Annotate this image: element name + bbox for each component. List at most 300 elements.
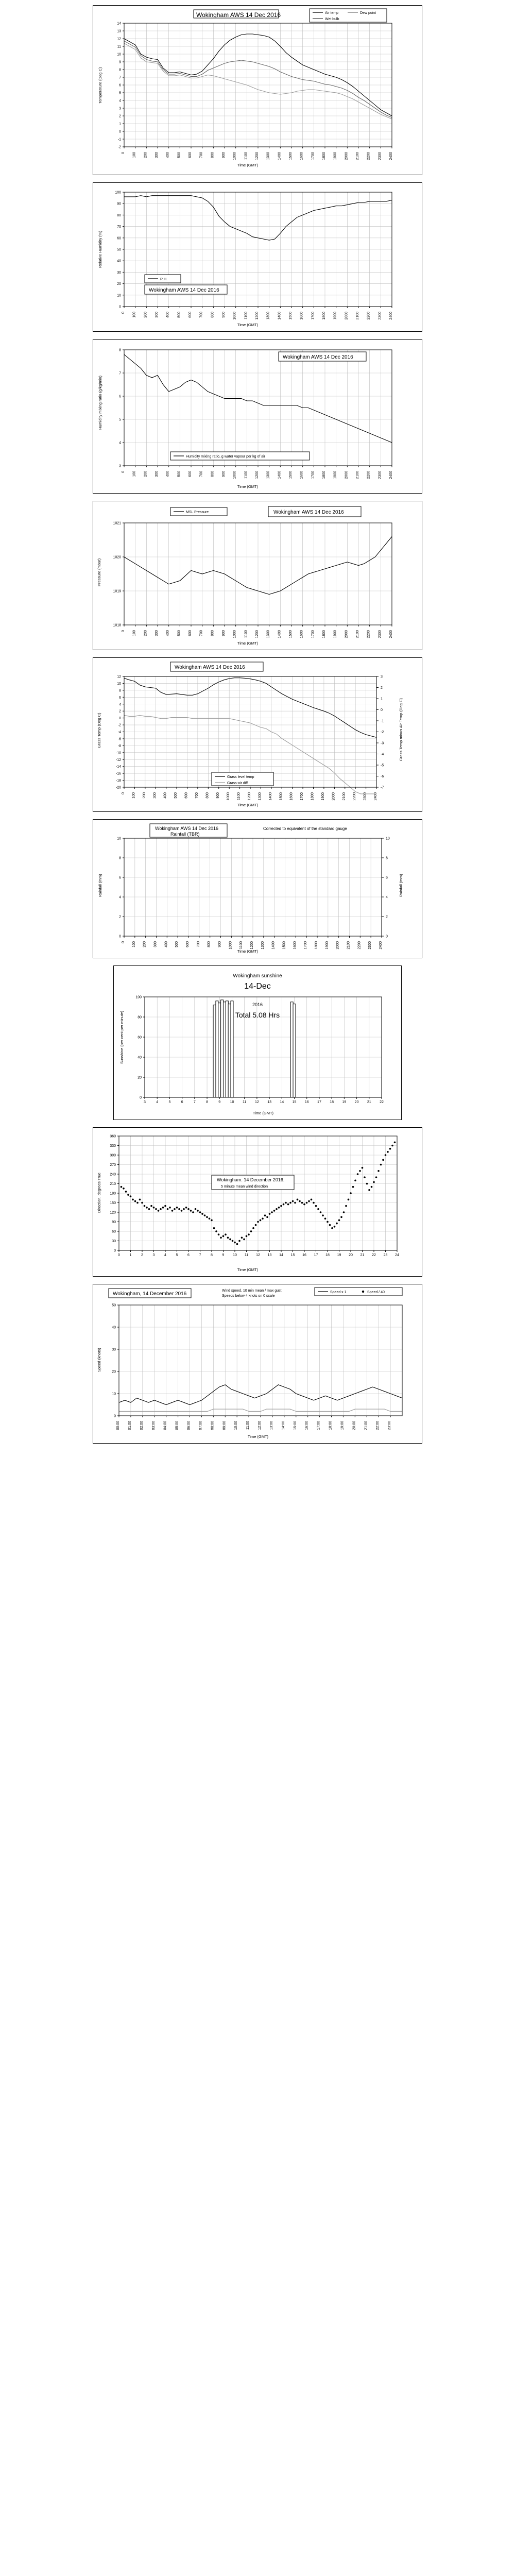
svg-text:800: 800 xyxy=(211,471,215,477)
chart-title-grass: Wokingham AWS 14 Dec 2016 xyxy=(175,665,245,670)
pressure-chart xyxy=(93,501,422,650)
svg-text:1019: 1019 xyxy=(113,589,121,594)
x-axis-label: Time (GMT) xyxy=(237,1267,259,1272)
y-axis-label-right: Rainfall (mm) xyxy=(399,874,403,897)
svg-text:2100: 2100 xyxy=(356,471,359,479)
svg-text:70: 70 xyxy=(117,225,121,229)
chart-panel-wind-speed xyxy=(93,1284,422,1444)
x-axis-label: Time (GMT) xyxy=(237,949,259,954)
svg-text:6: 6 xyxy=(119,395,121,399)
svg-text:20: 20 xyxy=(138,1076,142,1080)
svg-text:1: 1 xyxy=(119,122,121,126)
svg-text:-18: -18 xyxy=(115,779,121,783)
svg-text:100: 100 xyxy=(132,792,136,799)
svg-text:7: 7 xyxy=(119,76,121,80)
svg-text:6: 6 xyxy=(119,83,121,88)
temperature-chart xyxy=(93,6,422,175)
svg-text:12: 12 xyxy=(117,675,121,679)
svg-text:1300: 1300 xyxy=(266,312,270,320)
svg-text:1600: 1600 xyxy=(300,630,304,638)
svg-text:400: 400 xyxy=(166,471,170,477)
svg-text:14: 14 xyxy=(280,1100,284,1104)
svg-text:400: 400 xyxy=(163,792,167,799)
svg-text:1700: 1700 xyxy=(300,792,304,801)
svg-text:1800: 1800 xyxy=(315,941,318,950)
svg-text:12:00: 12:00 xyxy=(258,1421,262,1430)
svg-text:2200: 2200 xyxy=(357,941,362,950)
svg-text:600: 600 xyxy=(188,471,192,477)
svg-text:30: 30 xyxy=(112,1240,116,1243)
svg-text:-2: -2 xyxy=(117,723,121,727)
chart-title-rainfall: Wokingham AWS 14 Dec 2016 xyxy=(155,826,219,831)
svg-text:1400: 1400 xyxy=(278,152,282,160)
svg-text:1600: 1600 xyxy=(300,152,304,160)
y-axis-label: Temperature (Deg C) xyxy=(98,67,102,104)
x-axis-label: Time (GMT) xyxy=(247,1434,269,1439)
svg-text:-2: -2 xyxy=(381,731,384,734)
svg-text:22:00: 22:00 xyxy=(376,1421,380,1430)
svg-text:0: 0 xyxy=(386,935,388,939)
svg-text:Grass level temp: Grass level temp xyxy=(227,775,254,779)
svg-text:0: 0 xyxy=(119,130,121,134)
svg-text:1200: 1200 xyxy=(255,152,259,160)
svg-text:100: 100 xyxy=(132,630,136,636)
svg-text:8: 8 xyxy=(119,689,121,693)
rainfall-chart xyxy=(93,820,422,958)
svg-text:1500: 1500 xyxy=(282,941,286,950)
svg-text:100: 100 xyxy=(132,312,136,318)
svg-text:0: 0 xyxy=(114,1414,116,1418)
svg-text:1300: 1300 xyxy=(266,152,270,160)
svg-text:1700: 1700 xyxy=(311,630,315,638)
chart-subtitle-rainfall: Rainfall (TBR) xyxy=(170,832,200,837)
svg-text:0: 0 xyxy=(119,305,121,309)
svg-text:4: 4 xyxy=(156,1100,159,1104)
svg-text:1: 1 xyxy=(381,697,383,701)
svg-text:10: 10 xyxy=(117,294,121,298)
svg-text:200: 200 xyxy=(144,471,148,477)
svg-text:2: 2 xyxy=(381,686,383,690)
svg-text:9: 9 xyxy=(119,60,121,64)
svg-text:10: 10 xyxy=(386,837,390,841)
chart-title-sunshine: Wokingham sunshine xyxy=(233,973,282,979)
svg-text:-14: -14 xyxy=(115,765,121,769)
svg-text:1700: 1700 xyxy=(311,312,315,320)
svg-text:10: 10 xyxy=(233,1253,237,1257)
svg-text:500: 500 xyxy=(177,471,181,477)
sunshine-total: Total 5.08 Hrs xyxy=(235,1011,280,1019)
svg-text:60: 60 xyxy=(138,1036,142,1040)
svg-text:1100: 1100 xyxy=(237,792,241,801)
svg-text:2: 2 xyxy=(119,709,121,714)
svg-text:0: 0 xyxy=(122,152,125,154)
svg-text:0: 0 xyxy=(122,941,125,943)
svg-text:4: 4 xyxy=(119,703,121,707)
x-axis-label: Time (GMT) xyxy=(237,803,259,807)
svg-text:5: 5 xyxy=(119,418,121,422)
svg-text:2400: 2400 xyxy=(389,471,393,479)
svg-text:270: 270 xyxy=(110,1163,116,1167)
svg-text:1300: 1300 xyxy=(258,792,262,801)
svg-text:1500: 1500 xyxy=(289,312,293,320)
svg-text:1200: 1200 xyxy=(248,792,251,801)
chart-title-wind-direction: Wokingham. 14 December 2016. xyxy=(217,1177,285,1182)
svg-text:500: 500 xyxy=(177,152,181,158)
svg-text:180: 180 xyxy=(110,1192,116,1196)
svg-text:1600: 1600 xyxy=(293,941,297,950)
svg-text:3: 3 xyxy=(144,1100,146,1104)
svg-text:210: 210 xyxy=(110,1182,116,1186)
svg-text:6: 6 xyxy=(119,696,121,700)
svg-text:700: 700 xyxy=(199,630,203,636)
svg-text:4: 4 xyxy=(164,1253,166,1257)
chart-panel-wind-direction xyxy=(93,1127,422,1277)
chart-panel-temperature xyxy=(93,5,422,175)
svg-text:Speed / 40: Speed / 40 xyxy=(367,1291,385,1294)
svg-text:50: 50 xyxy=(117,248,121,252)
svg-text:-4: -4 xyxy=(117,731,121,734)
svg-text:360: 360 xyxy=(110,1134,116,1139)
svg-text:00:00: 00:00 xyxy=(116,1421,120,1430)
chart-subtitle-wind-direction: 5 minute mean wind direction xyxy=(221,1185,268,1189)
svg-text:90: 90 xyxy=(112,1221,116,1224)
svg-text:2000: 2000 xyxy=(336,941,340,950)
svg-text:1100: 1100 xyxy=(239,941,244,950)
svg-text:02:00: 02:00 xyxy=(140,1421,144,1430)
svg-text:1700: 1700 xyxy=(304,941,308,950)
svg-text:23: 23 xyxy=(383,1253,388,1257)
svg-text:23:00: 23:00 xyxy=(388,1421,392,1430)
svg-text:800: 800 xyxy=(211,312,215,318)
svg-text:90: 90 xyxy=(117,202,121,206)
svg-text:2000: 2000 xyxy=(345,152,349,160)
page-title: Wokingham AWS 14 Dec 2016 xyxy=(196,11,281,19)
svg-text:900: 900 xyxy=(222,630,226,636)
svg-text:5: 5 xyxy=(176,1253,178,1257)
legend-grass xyxy=(212,772,273,786)
svg-text:2100: 2100 xyxy=(356,630,359,638)
svg-text:1800: 1800 xyxy=(322,312,326,320)
svg-text:500: 500 xyxy=(175,941,179,947)
svg-text:1400: 1400 xyxy=(278,471,282,479)
svg-text:1000: 1000 xyxy=(233,630,237,638)
svg-text:2300: 2300 xyxy=(378,630,382,638)
svg-text:3: 3 xyxy=(119,107,121,111)
svg-text:3: 3 xyxy=(381,675,383,679)
sunshine-chart xyxy=(114,966,401,1120)
svg-text:01:00: 01:00 xyxy=(128,1421,132,1430)
legend-rh xyxy=(145,275,181,283)
svg-text:800: 800 xyxy=(211,630,215,636)
svg-text:1900: 1900 xyxy=(333,630,337,638)
svg-text:19:00: 19:00 xyxy=(340,1421,345,1430)
svg-text:500: 500 xyxy=(174,792,178,799)
x-axis-label: Time (GMT) xyxy=(237,641,259,646)
svg-text:0: 0 xyxy=(122,312,125,314)
svg-text:-1: -1 xyxy=(381,719,384,723)
svg-text:17:00: 17:00 xyxy=(317,1421,321,1430)
svg-text:1100: 1100 xyxy=(244,471,248,479)
svg-text:700: 700 xyxy=(199,152,203,158)
svg-text:500: 500 xyxy=(177,630,181,636)
svg-text:09:00: 09:00 xyxy=(222,1421,227,1430)
svg-text:8: 8 xyxy=(119,348,121,352)
svg-text:400: 400 xyxy=(166,152,170,158)
svg-text:3: 3 xyxy=(119,464,121,468)
svg-text:0: 0 xyxy=(140,1096,142,1100)
svg-text:1900: 1900 xyxy=(321,792,325,801)
svg-text:1200: 1200 xyxy=(255,630,259,638)
svg-text:2200: 2200 xyxy=(367,312,371,320)
svg-text:6: 6 xyxy=(181,1100,183,1104)
svg-text:60: 60 xyxy=(112,1230,116,1234)
svg-text:-1: -1 xyxy=(117,138,121,142)
svg-text:1100: 1100 xyxy=(244,630,248,638)
svg-text:300: 300 xyxy=(153,792,157,799)
svg-text:1800: 1800 xyxy=(311,792,315,801)
svg-text:21: 21 xyxy=(367,1100,371,1104)
svg-text:3: 3 xyxy=(152,1253,155,1257)
svg-text:0: 0 xyxy=(119,717,121,721)
svg-text:2300: 2300 xyxy=(378,312,382,320)
svg-text:1500: 1500 xyxy=(289,630,293,638)
humidity-mixing-ratio-chart xyxy=(93,340,422,493)
svg-text:12: 12 xyxy=(254,1100,259,1104)
svg-text:300: 300 xyxy=(110,1154,116,1158)
chart-subtitle-sunshine: 14-Dec xyxy=(244,982,271,991)
wind-speed-chart xyxy=(93,1284,422,1443)
svg-text:8: 8 xyxy=(206,1100,209,1104)
y-axis-label: Sunshine (per cent per minute) xyxy=(119,1011,124,1064)
svg-text:40: 40 xyxy=(117,259,121,263)
svg-text:7: 7 xyxy=(199,1253,201,1257)
chart-panel-sunshine xyxy=(113,965,402,1120)
svg-text:600: 600 xyxy=(188,312,192,318)
svg-text:9: 9 xyxy=(222,1253,225,1257)
svg-text:2: 2 xyxy=(141,1253,143,1257)
svg-text:200: 200 xyxy=(144,630,148,636)
svg-text:80: 80 xyxy=(138,1015,142,1020)
sunshine-year: 2016 xyxy=(252,1002,263,1007)
svg-text:15: 15 xyxy=(292,1100,297,1104)
svg-text:1500: 1500 xyxy=(279,792,283,801)
svg-text:Speed x 1: Speed x 1 xyxy=(330,1291,347,1294)
svg-text:8: 8 xyxy=(386,856,388,860)
svg-text:100: 100 xyxy=(135,995,142,999)
svg-text:5: 5 xyxy=(119,91,121,95)
svg-text:03:00: 03:00 xyxy=(151,1421,156,1430)
svg-text:24: 24 xyxy=(395,1253,399,1257)
svg-text:16: 16 xyxy=(302,1253,306,1257)
svg-text:1000: 1000 xyxy=(227,792,231,801)
svg-text:1400: 1400 xyxy=(278,630,282,638)
svg-text:-12: -12 xyxy=(115,758,121,762)
svg-text:300: 300 xyxy=(153,941,158,947)
y-axis-label: Pressure (mbar) xyxy=(97,558,101,586)
svg-text:800: 800 xyxy=(207,941,211,947)
chart-title-rh: Wokingham AWS 14 Dec 2016 xyxy=(149,287,219,293)
y-axis-label: Grass Temp (Deg C) xyxy=(97,713,101,748)
svg-text:1020: 1020 xyxy=(113,555,121,560)
svg-text:800: 800 xyxy=(205,792,210,799)
svg-text:6: 6 xyxy=(119,876,121,880)
chart-panel-relative-humidity xyxy=(93,182,422,332)
svg-text:20: 20 xyxy=(349,1253,353,1257)
svg-text:400: 400 xyxy=(164,941,168,947)
svg-text:14: 14 xyxy=(279,1253,283,1257)
svg-text:21: 21 xyxy=(360,1253,365,1257)
svg-text:20: 20 xyxy=(117,282,121,286)
svg-text:2400: 2400 xyxy=(374,792,377,801)
svg-text:40: 40 xyxy=(112,1326,116,1330)
svg-text:7: 7 xyxy=(119,371,121,376)
svg-text:18: 18 xyxy=(330,1100,334,1104)
svg-text:10: 10 xyxy=(117,837,121,841)
svg-text:400: 400 xyxy=(166,312,170,318)
svg-text:21:00: 21:00 xyxy=(364,1421,368,1430)
chart-panel-grass-temp xyxy=(93,657,422,812)
svg-text:800: 800 xyxy=(211,152,215,158)
svg-text:2000: 2000 xyxy=(345,471,349,479)
svg-text:12: 12 xyxy=(256,1253,260,1257)
svg-text:14: 14 xyxy=(117,22,121,26)
svg-text:20: 20 xyxy=(354,1100,359,1104)
svg-text:13: 13 xyxy=(117,29,121,33)
svg-text:19: 19 xyxy=(337,1253,341,1257)
svg-text:-2: -2 xyxy=(117,145,121,149)
svg-text:R.H.: R.H. xyxy=(160,278,167,281)
chart-title-hmr: Wokingham AWS 14 Dec 2016 xyxy=(283,354,353,360)
svg-text:2: 2 xyxy=(119,114,121,118)
relative-humidity-chart xyxy=(93,183,422,331)
svg-text:2: 2 xyxy=(119,915,121,919)
svg-text:900: 900 xyxy=(216,792,220,799)
svg-text:17: 17 xyxy=(314,1253,318,1257)
chart-panel-humidity-mixing-ratio xyxy=(93,339,422,494)
y-axis-label-right: Grass Temp minus Air Temp (Deg C) xyxy=(399,698,403,761)
svg-text:10: 10 xyxy=(117,682,121,686)
svg-text:19: 19 xyxy=(342,1100,347,1104)
svg-text:1600: 1600 xyxy=(300,312,304,320)
svg-text:0: 0 xyxy=(122,792,125,794)
svg-text:900: 900 xyxy=(222,471,226,477)
legend-temperature xyxy=(310,9,387,22)
svg-text:700: 700 xyxy=(199,471,203,477)
svg-text:11: 11 xyxy=(117,45,121,49)
svg-text:300: 300 xyxy=(155,471,159,477)
svg-text:300: 300 xyxy=(155,152,159,158)
rainfall-note: Corrected to equivalent of the standard gauge xyxy=(263,826,347,831)
svg-text:0: 0 xyxy=(119,935,121,939)
svg-text:1300: 1300 xyxy=(266,630,270,638)
svg-text:0: 0 xyxy=(122,630,125,632)
svg-text:2100: 2100 xyxy=(356,312,359,320)
svg-text:1900: 1900 xyxy=(325,941,329,950)
svg-text:-5: -5 xyxy=(381,764,384,768)
svg-text:1400: 1400 xyxy=(271,941,276,950)
svg-text:1000: 1000 xyxy=(233,471,237,479)
svg-text:10: 10 xyxy=(230,1100,234,1104)
svg-text:04:00: 04:00 xyxy=(163,1421,167,1430)
svg-text:200: 200 xyxy=(143,941,147,947)
svg-text:0: 0 xyxy=(122,471,125,473)
svg-text:1600: 1600 xyxy=(289,792,294,801)
svg-text:10: 10 xyxy=(112,1392,116,1396)
svg-text:18:00: 18:00 xyxy=(329,1421,333,1430)
chart-title-wind-speed: Wokingham, 14 December 2016 xyxy=(113,1291,187,1297)
svg-text:100: 100 xyxy=(132,941,136,947)
svg-text:7: 7 xyxy=(193,1100,196,1104)
svg-text:300: 300 xyxy=(155,630,159,636)
svg-text:1500: 1500 xyxy=(289,152,293,160)
svg-text:2200: 2200 xyxy=(367,471,371,479)
svg-text:50: 50 xyxy=(112,1303,116,1308)
svg-text:150: 150 xyxy=(110,1201,116,1205)
legend-pressure xyxy=(170,507,227,516)
svg-text:4: 4 xyxy=(119,99,121,103)
svg-text:11:00: 11:00 xyxy=(246,1421,250,1430)
svg-text:100: 100 xyxy=(132,152,136,158)
svg-text:22: 22 xyxy=(372,1253,376,1257)
svg-text:22: 22 xyxy=(380,1100,384,1104)
svg-text:06:00: 06:00 xyxy=(187,1421,191,1430)
svg-text:900: 900 xyxy=(222,152,226,158)
svg-text:2300: 2300 xyxy=(378,471,382,479)
svg-text:-6: -6 xyxy=(381,775,384,778)
svg-text:500: 500 xyxy=(177,312,181,318)
svg-text:16: 16 xyxy=(304,1100,309,1104)
svg-text:600: 600 xyxy=(186,941,190,947)
svg-text:20:00: 20:00 xyxy=(352,1421,356,1430)
svg-text:13:00: 13:00 xyxy=(269,1421,273,1430)
svg-text:16:00: 16:00 xyxy=(305,1421,309,1430)
svg-text:10: 10 xyxy=(117,53,121,57)
svg-text:2300: 2300 xyxy=(378,152,382,160)
svg-text:40: 40 xyxy=(138,1056,142,1060)
report-page xyxy=(0,5,515,2576)
svg-text:8: 8 xyxy=(119,856,121,860)
svg-text:1100: 1100 xyxy=(244,312,248,320)
svg-text:600: 600 xyxy=(184,792,188,799)
svg-text:1300: 1300 xyxy=(261,941,265,950)
svg-text:120: 120 xyxy=(110,1211,116,1215)
svg-text:-3: -3 xyxy=(381,741,384,745)
chart-title-pressure: Wokingham AWS 14 Dec 2016 xyxy=(273,510,344,515)
svg-text:1300: 1300 xyxy=(266,471,270,479)
svg-text:1900: 1900 xyxy=(333,471,337,479)
svg-text:1000: 1000 xyxy=(233,312,237,320)
y-axis-label: Direction, degrees True xyxy=(97,1173,101,1213)
svg-text:100: 100 xyxy=(115,191,121,195)
svg-text:1800: 1800 xyxy=(322,152,326,160)
svg-text:0: 0 xyxy=(118,1253,120,1257)
svg-text:1600: 1600 xyxy=(300,471,304,479)
svg-text:80: 80 xyxy=(117,213,121,217)
svg-text:1700: 1700 xyxy=(311,471,315,479)
svg-text:0: 0 xyxy=(114,1249,116,1253)
svg-text:07:00: 07:00 xyxy=(199,1421,203,1430)
svg-text:1800: 1800 xyxy=(322,471,326,479)
svg-text:1500: 1500 xyxy=(289,471,293,479)
legend-hmr xyxy=(170,452,310,460)
svg-text:2: 2 xyxy=(386,915,388,919)
svg-text:1200: 1200 xyxy=(250,941,254,950)
svg-text:8: 8 xyxy=(119,68,121,72)
chart-panel-pressure xyxy=(93,501,422,650)
svg-text:8: 8 xyxy=(211,1253,213,1257)
svg-text:240: 240 xyxy=(110,1173,116,1177)
svg-text:-8: -8 xyxy=(117,744,121,748)
